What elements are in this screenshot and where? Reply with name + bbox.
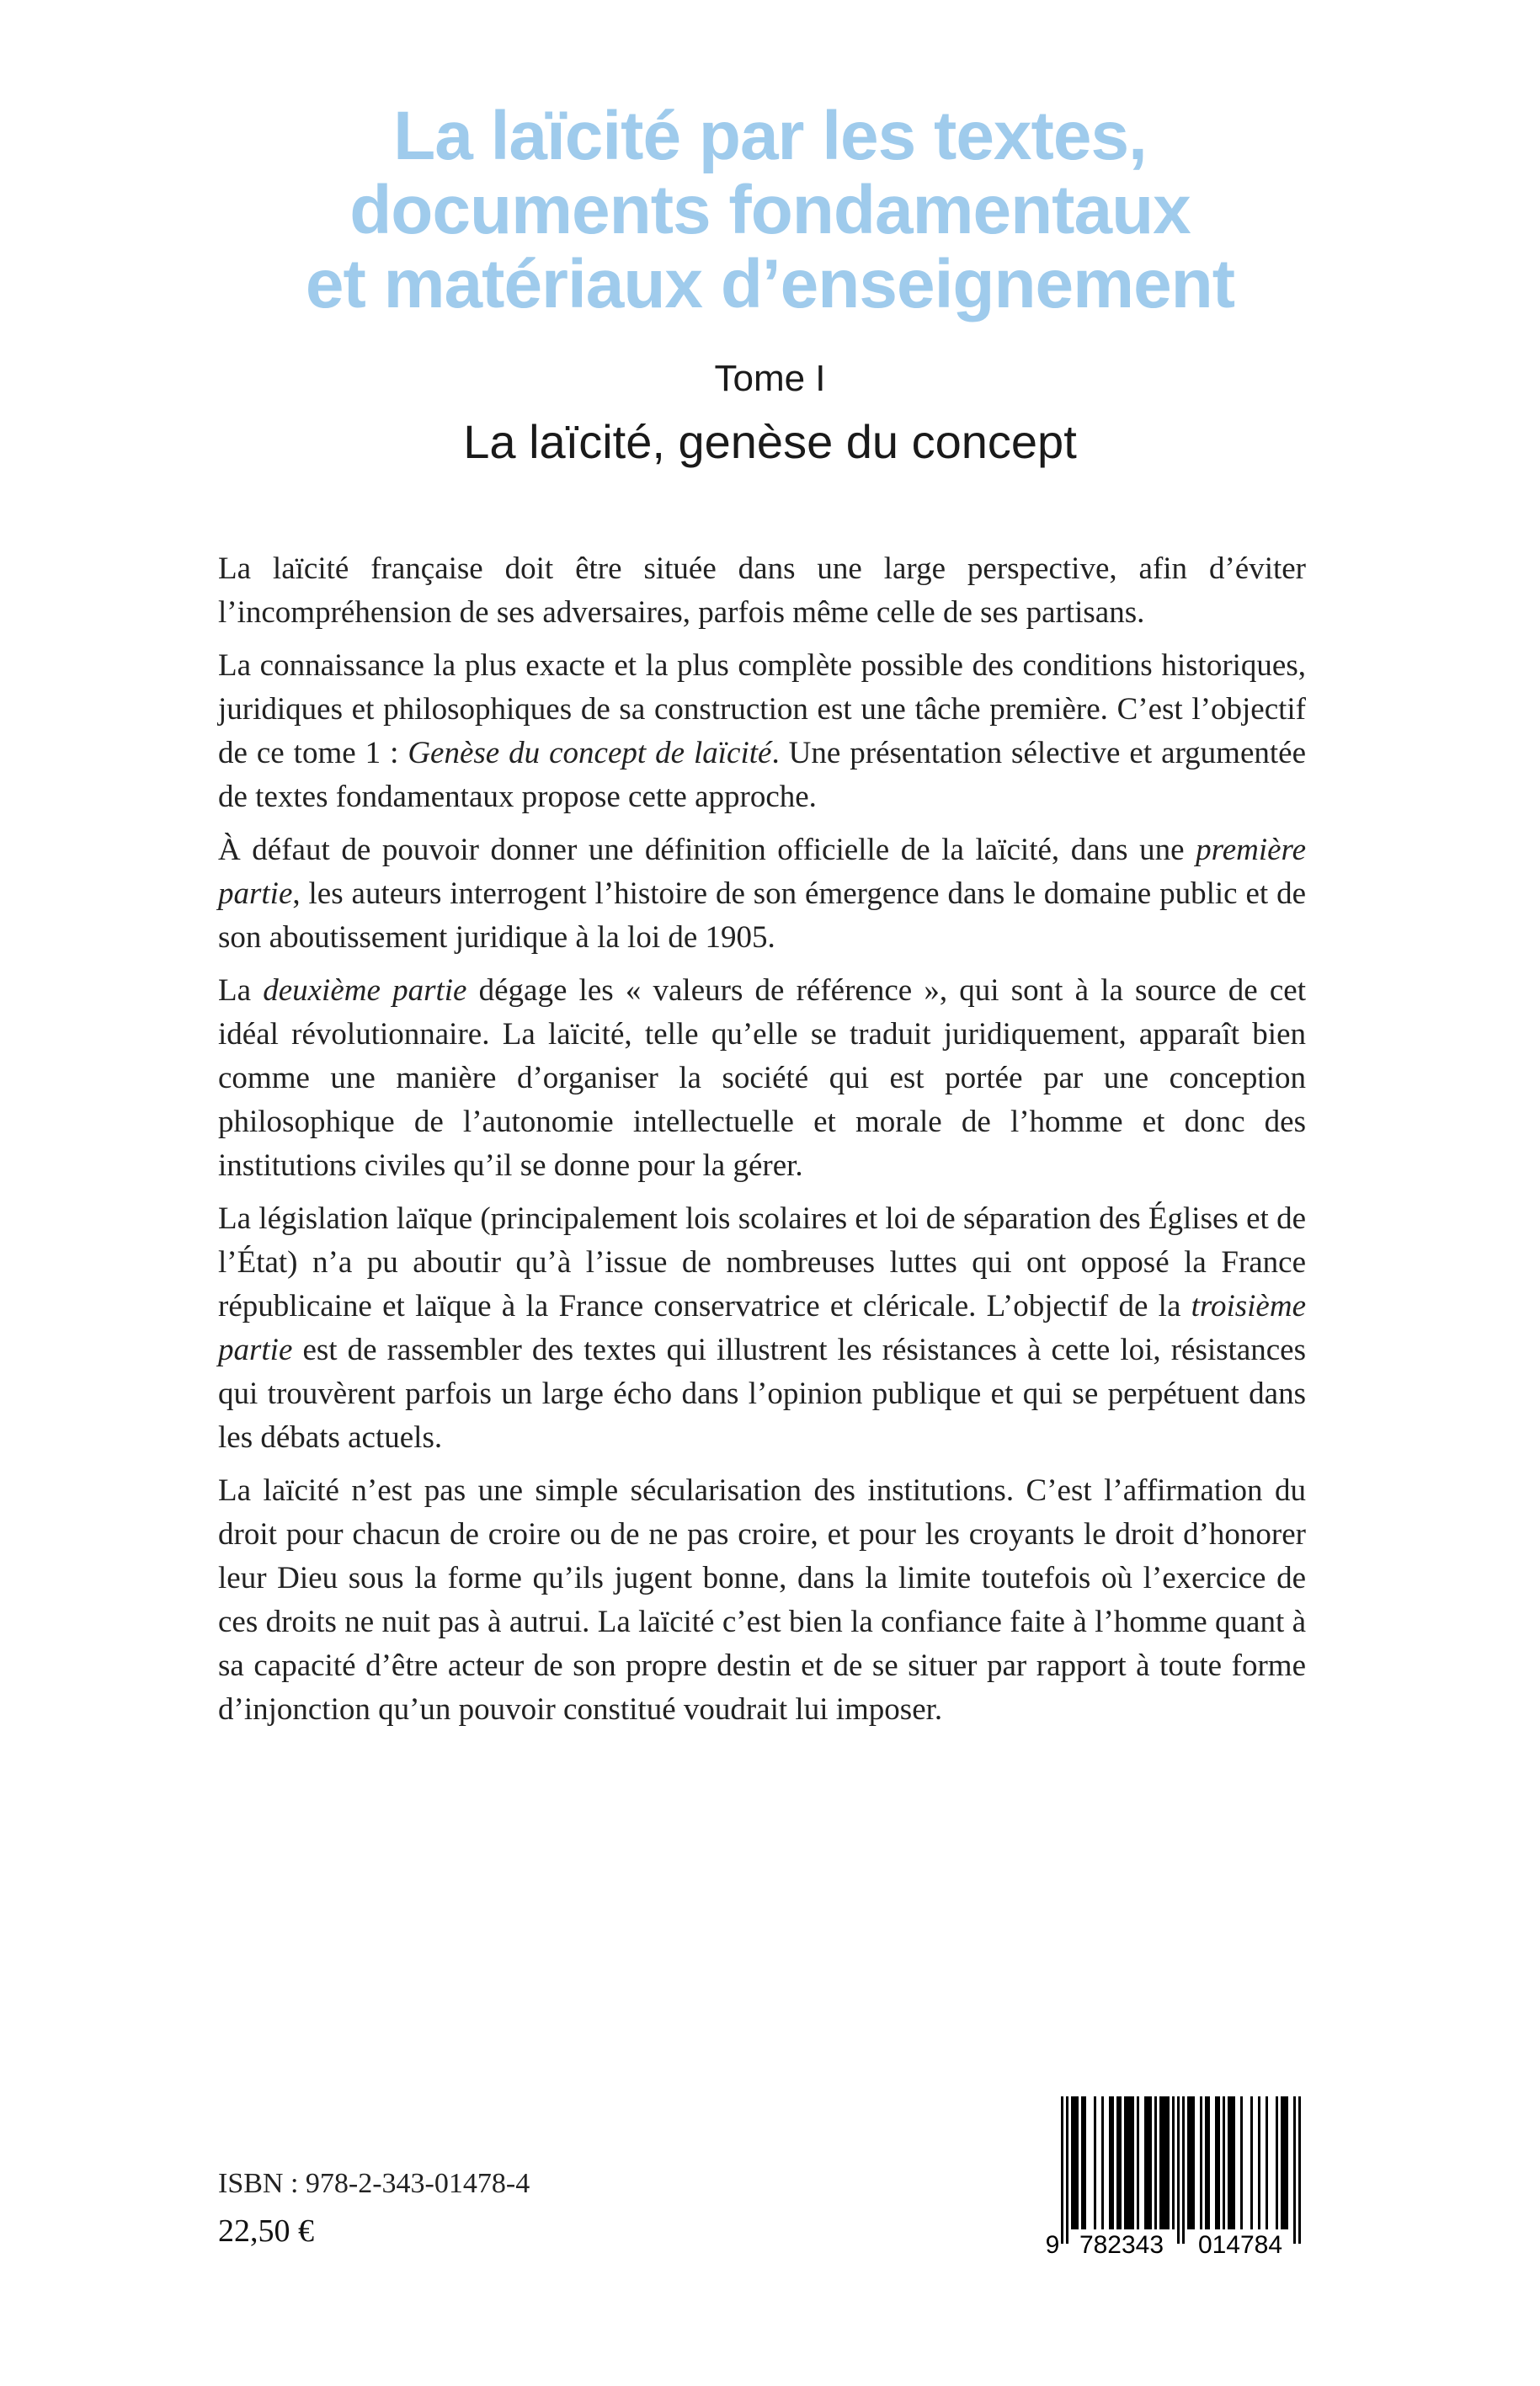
barcode-bar bbox=[1119, 2096, 1122, 2229]
paragraph bbox=[218, 644, 1306, 819]
barcode-bar bbox=[1233, 2096, 1235, 2229]
barcode-bar bbox=[1190, 2096, 1192, 2229]
title-line: et matériaux d’enseignement bbox=[305, 246, 1235, 322]
barcode-bar bbox=[1116, 2096, 1119, 2229]
title-line: documents fondamentaux bbox=[349, 172, 1191, 248]
back-cover-text bbox=[218, 547, 1306, 1741]
italic-text: troisième partie bbox=[218, 1289, 1306, 1367]
barcode-digits: 782343 bbox=[1079, 2231, 1164, 2256]
barcode-bar bbox=[1276, 2096, 1278, 2229]
barcode-bar bbox=[1144, 2096, 1147, 2229]
paragraph bbox=[218, 1469, 1306, 1732]
barcode-bar bbox=[1258, 2096, 1260, 2229]
text-segment: est de rassembler des textes qui illustrent les résistances à cette loi, résistances qui trouvèrent parfois un large écho dans l’opinion publique et qui se perpétuent dans les débats actuels. bbox=[218, 1333, 1306, 1455]
barcode-bar bbox=[1205, 2096, 1207, 2229]
barcode-bar bbox=[1182, 2096, 1185, 2244]
barcode-bar bbox=[1172, 2096, 1175, 2229]
barcode-bar bbox=[1230, 2096, 1233, 2229]
barcode-bar bbox=[1164, 2096, 1167, 2229]
barcode-bar bbox=[1293, 2096, 1296, 2244]
barcode-bar bbox=[1177, 2096, 1180, 2244]
barcode-bar bbox=[1147, 2096, 1149, 2229]
barcode-bar bbox=[1192, 2096, 1195, 2229]
barcode-bar bbox=[1066, 2096, 1068, 2244]
barcode-bar bbox=[1076, 2096, 1079, 2229]
barcode-bar bbox=[1149, 2096, 1152, 2229]
isbn: ISBN : 978-2-343-01478-4 bbox=[218, 2168, 530, 2199]
barcode-bar bbox=[1283, 2096, 1286, 2229]
barcode-bar bbox=[1081, 2096, 1084, 2229]
text-segment: La connaissance la plus exacte et la plus complète possible des conditions historiques, juridiques et philosophiques de sa construction est une tâche première. C’est l’objectif de ce tome 1 : bbox=[218, 648, 1306, 770]
barcode-bar bbox=[1286, 2096, 1288, 2229]
barcode-bar bbox=[1250, 2096, 1253, 2229]
barcode bbox=[1044, 2096, 1305, 2256]
text-segment: La laïcité n’est pas une simple sécularisation des institutions. C’est l’affirmation du droit pour chacun de croire ou de ne pas croire, et pour les croyants le droit d’honorer leur Dieu sous la forme qu’ils jugent bonne, dans la limite toutefois où l’exercice de ces droits ne nuit pas à autrui. La laïcité c’est bien la confiance faite à l’homme quant à sa capacité d’être acteur de son propre destin et de se situer par rapport à toute forme d’injonction qu’un pouvoir constitué voudrait lui imposer. bbox=[218, 1473, 1306, 1727]
barcode-bar bbox=[1215, 2096, 1218, 2229]
barcode-bar bbox=[1129, 2096, 1132, 2229]
barcode-digits: 9 bbox=[1045, 2231, 1060, 2256]
text-segment: dégage les « valeurs de référence », qui sont à la source de cet idéal révolutionnaire. La laïcité, telle qu’elle se traduit juridiquement, apparaît bien comme une manière d’organiser la société qui est portée par une conception philosophique de l’autonomie intellectuelle et morale de l’homme et donc des institutions civiles qu’il se donne pour la gérer. bbox=[218, 973, 1307, 1183]
italic-text: première partie bbox=[218, 833, 1306, 911]
barcode-bar bbox=[1094, 2096, 1096, 2229]
paragraph bbox=[218, 828, 1306, 960]
text-segment: , les auteurs interrogent l’histoire de son émergence dans le domaine public et de son aboutissement juridique à la loi de 1905. bbox=[218, 876, 1306, 955]
title-line: La laïcité par les textes, bbox=[393, 98, 1147, 174]
barcode-bar bbox=[1084, 2096, 1086, 2229]
barcode-bar bbox=[1200, 2096, 1202, 2229]
text-segment: À défaut de pouvoir donner une définition officielle de la laïcité, dans une bbox=[218, 833, 1196, 867]
price: 22,50 € bbox=[218, 2213, 314, 2249]
barcode-bar bbox=[1127, 2096, 1129, 2229]
volume-label: Tome I bbox=[714, 358, 826, 399]
barcode-bar bbox=[1132, 2096, 1134, 2229]
barcode-bar bbox=[1162, 2096, 1164, 2229]
paragraph bbox=[218, 547, 1306, 635]
book-title bbox=[0, 99, 1540, 322]
paragraph bbox=[218, 1197, 1306, 1460]
barcode-bar bbox=[1298, 2096, 1301, 2244]
barcode-bar bbox=[1281, 2096, 1283, 2229]
text-segment: La bbox=[218, 973, 264, 1008]
barcode-digits: 014784 bbox=[1197, 2231, 1283, 2256]
italic-text: Genèse du concept de laïcité bbox=[408, 736, 772, 770]
barcode-bar bbox=[1137, 2096, 1139, 2229]
barcode-bar bbox=[1109, 2096, 1111, 2229]
barcode-bar bbox=[1061, 2096, 1063, 2244]
barcode-bar bbox=[1071, 2096, 1074, 2229]
text-segment: La laïcité française doit être située dans une large perspective, afin d’éviter l’incompréhension de ses adversaires, parfois même celle de ses partisans. bbox=[218, 551, 1306, 630]
text-segment: La législation laïque (principalement lois scolaires et loi de séparation des Églises et de l’État) n’a pu aboutir qu’à l’issue de nombreuses luttes qui ont opposé la France républicaine et laïque à la France conservatrice et cléricale. L’objectif de la bbox=[218, 1201, 1306, 1323]
text-segment: . Une présentation sélective et argumentée de textes fondamentaux propose cette approche. bbox=[218, 736, 1306, 814]
barcode-bar bbox=[1074, 2096, 1076, 2229]
barcode-bar bbox=[1187, 2096, 1190, 2229]
barcode-bar bbox=[1101, 2096, 1104, 2229]
barcode-bar bbox=[1154, 2096, 1157, 2229]
barcode-bar bbox=[1228, 2096, 1230, 2229]
paragraph bbox=[218, 969, 1306, 1188]
italic-text: deuxième partie bbox=[263, 973, 467, 1008]
barcode-bar bbox=[1124, 2096, 1127, 2229]
barcode-bar bbox=[1167, 2096, 1170, 2229]
barcode-bar bbox=[1266, 2096, 1268, 2229]
barcode-bar bbox=[1111, 2096, 1114, 2229]
barcode-bar bbox=[1159, 2096, 1162, 2229]
barcode-bar bbox=[1207, 2096, 1210, 2229]
volume-subtitle: La laïcité, genèse du concept bbox=[463, 415, 1077, 468]
barcode-bar bbox=[1240, 2096, 1243, 2229]
barcode-bar bbox=[1223, 2096, 1225, 2229]
barcode-bar bbox=[1218, 2096, 1220, 2229]
